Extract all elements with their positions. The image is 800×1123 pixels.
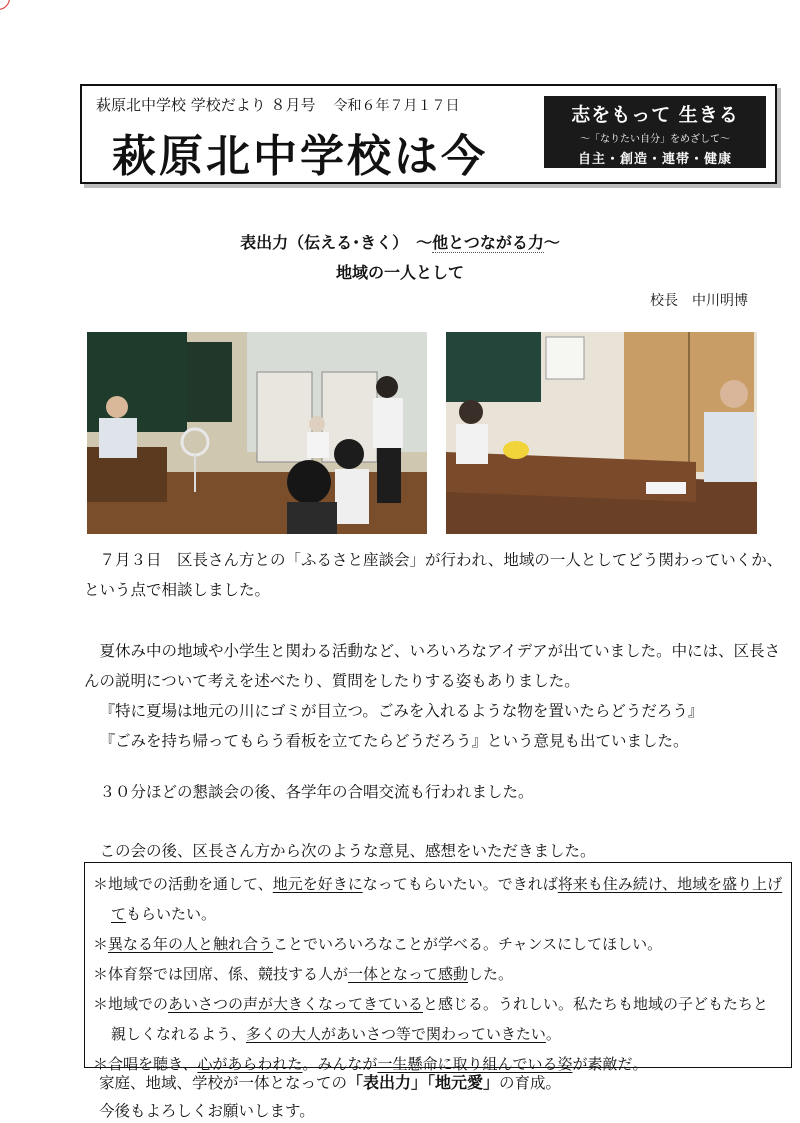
- closing-line-1: 家庭、地域、学校が一体となっての「表出力」「地元愛」の育成。: [99, 1073, 562, 1092]
- motto-values: 自主・創造・連帯・健康: [577, 152, 732, 167]
- feedback-item: ＊地域での活動を通して、地元を好きになってもらいたい。できれば将来も住み続け、地域を盛り上げてもらいたい。: [93, 875, 783, 923]
- newsletter-header: [80, 84, 777, 184]
- newsletter-title: 萩原北中学校は今: [112, 131, 488, 182]
- school-motto-box: [544, 96, 766, 168]
- newsletter-issue: 萩原北中学校 学校だより ８月号: [96, 96, 316, 114]
- header-subtitle: [96, 94, 460, 115]
- paragraph-intro: ７月３日 区長さん方との「ふるさと座談会」が行われ、地域の一人としてどう関わっていくか、という点で相談しました。: [84, 551, 783, 599]
- paragraph-feedback-intro: この会の後、区長さん方から次のような意見、感想をいただきました。: [84, 842, 596, 860]
- feedback-item: ＊地域でのあいさつの声が大きくなってきていると感じる。うれしい。私たちも地域の子どもたちと親しくなれるよう、多くの大人があいさつ等で関わっていきたい。: [93, 995, 769, 1043]
- paragraph-chorus: ３０分ほどの懇談会の後、各学年の合唱交流も行われました。: [84, 783, 534, 801]
- article-subheading: 地域の一人として: [335, 263, 464, 282]
- motto-sub: ～「なりたい自分」をめざして～: [580, 134, 730, 145]
- feedback-box: [84, 862, 792, 1073]
- motto-main: 志をもって 生きる: [571, 104, 739, 126]
- feedback-item: ＊異なる年の人と触れ合うことでいろいろなことが学べる。チャンスにしてほしい。: [93, 935, 663, 953]
- closing-line-2: 今後もよろしくお願いします。: [99, 1102, 315, 1120]
- article-heading: 表出力（伝える･きく） ～他とつながる力～: [240, 233, 560, 252]
- paragraph-ideas: [84, 636, 784, 756]
- ideas-text: 夏休み中の地域や小学生と関わる活動など、いろいろなアイデアが出ていました。中には、区長さんの説明について考えを述べたり、質問をしたりする姿もありました。: [84, 642, 781, 690]
- feedback-list: [85, 863, 791, 1079]
- feedback-item: ＊合唱を聴き、心があらわれた。みんなが一生懸命に取り組んでいる姿が素敵だ。: [93, 1055, 648, 1073]
- photo-student-and-elder: [446, 332, 757, 534]
- closing-emphasis: 「表出力」「地元愛」: [347, 1073, 500, 1092]
- feedback-item: ＊体育祭では団席、係、競技する人が一体となって感動した。: [93, 965, 514, 983]
- photo-classroom-discussion: [87, 332, 427, 534]
- issue-date: 令和６年７月１７日: [333, 98, 460, 114]
- quote-2: 『ごみを持ち帰ってもらう看板を立てたらどうだろう』という意見も出ていました。: [99, 732, 689, 750]
- article-author: 校長 中川明博: [650, 293, 748, 309]
- quote-1: 『特に夏場は地元の川にゴミが目立つ。ごみを入れるような物を置いたらどうだろう』: [99, 702, 704, 720]
- corner-mark: [0, 0, 10, 10]
